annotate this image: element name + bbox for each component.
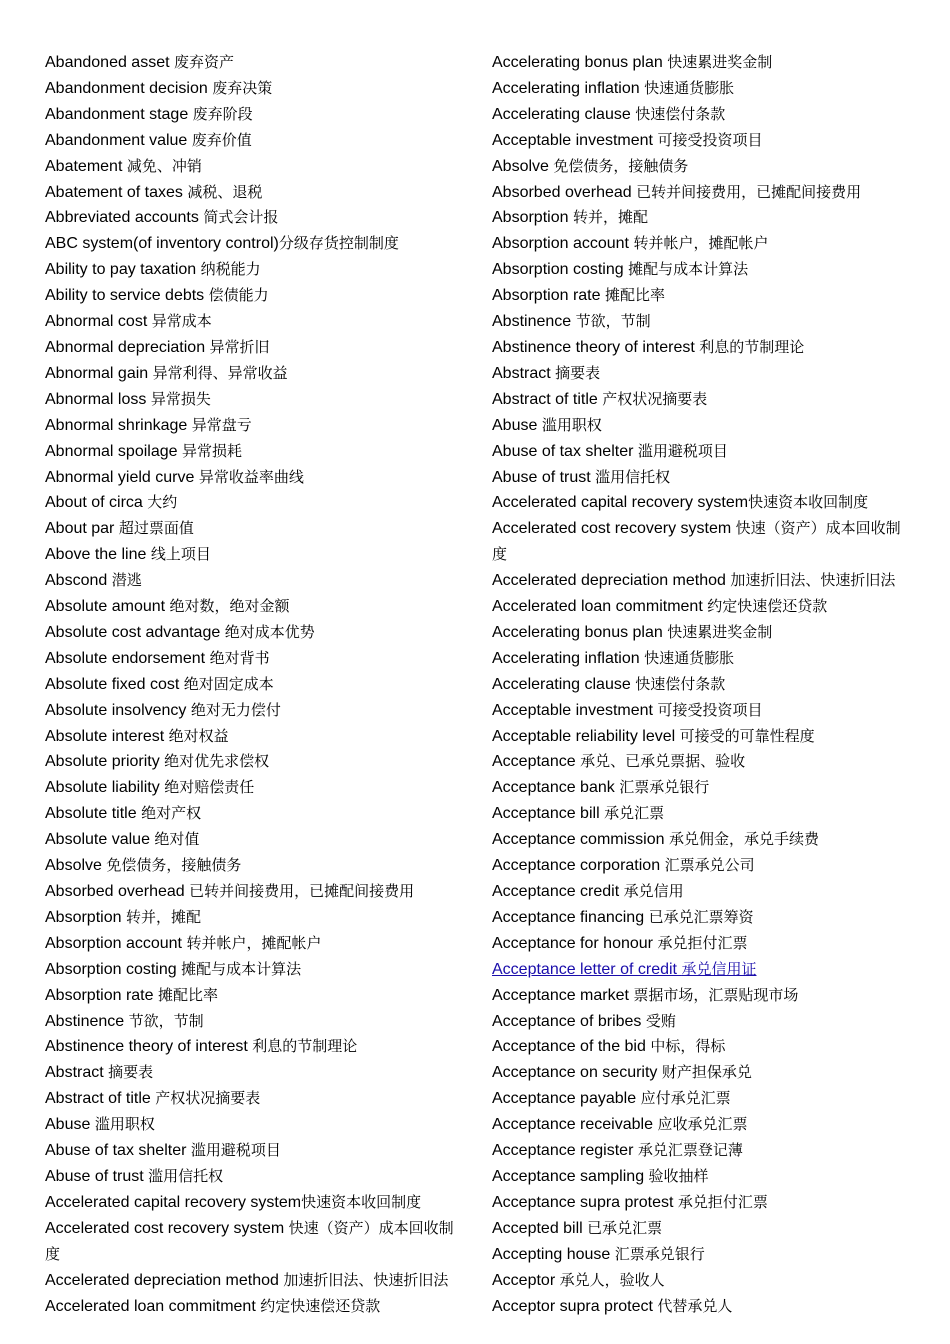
term-chinese: 已承兑汇票 xyxy=(587,1218,663,1237)
term-chinese: 绝对固定成本 xyxy=(183,674,274,693)
term-english: Ability to pay taxation xyxy=(45,261,197,279)
glossary-entry xyxy=(492,1242,908,1268)
glossary-entry xyxy=(492,1112,908,1138)
term-chinese: 线上项目 xyxy=(150,545,211,564)
term-chinese: 摊配与成本计算法 xyxy=(628,260,749,279)
term-chinese: 滥用信托权 xyxy=(148,1166,224,1185)
term-english: ABC system(of inventory control) xyxy=(45,235,279,253)
term-chinese: 加速折旧法、快速折旧法 xyxy=(283,1270,449,1289)
glossary-entry xyxy=(45,1216,465,1268)
glossary-entry xyxy=(45,1112,465,1138)
term-chinese: 受贿 xyxy=(645,1011,676,1030)
term-chinese: 承兑佣金，承兑手续费 xyxy=(668,830,819,849)
term-chinese: 快速（资产）成本回收制度 xyxy=(492,519,901,564)
glossary-entry xyxy=(45,413,465,439)
term-english: Accelerated cost recovery system xyxy=(45,1219,285,1237)
term-english: Absolute priority xyxy=(45,753,160,771)
term-chinese: 承兑汇票 xyxy=(604,804,665,823)
term-chinese: 偿债能力 xyxy=(208,286,269,305)
term-english: Acceptance corporation xyxy=(492,857,661,875)
term-chinese: 利息的节制理论 xyxy=(252,1037,358,1056)
glossary-entry xyxy=(492,646,908,672)
term-chinese: 承兑信用 xyxy=(623,882,684,900)
term-english: Accelerated depreciation method xyxy=(492,572,726,590)
glossary-entry xyxy=(492,102,908,128)
glossary-entry xyxy=(45,283,465,309)
glossary-entry xyxy=(45,957,465,983)
term-english: Accepted bill xyxy=(492,1219,583,1237)
glossary-entry xyxy=(45,698,465,724)
glossary-entry xyxy=(45,128,465,154)
glossary-entry xyxy=(45,154,465,180)
term-english: Acceptance bank xyxy=(492,779,615,797)
glossary-entry xyxy=(492,1216,908,1242)
term-chinese: 转并帐户，摊配帐户 xyxy=(633,234,769,253)
term-chinese: 滥用避税项目 xyxy=(190,1141,281,1160)
term-english: Abandonment value xyxy=(45,131,188,149)
term-chinese: 绝对背书 xyxy=(209,648,270,667)
term-english: Accelerating bonus plan xyxy=(492,54,663,71)
term-chinese: 快速（资产）成本回收制度 xyxy=(45,1218,454,1263)
term-chinese: 承兑人，验收人 xyxy=(559,1270,665,1289)
term-english: Absorption xyxy=(45,908,122,926)
term-english: Absolute interest xyxy=(45,727,165,745)
term-chinese: 异常折旧 xyxy=(209,337,270,356)
term-chinese: 滥用信托权 xyxy=(595,467,671,486)
term-english: Absolute endorsement xyxy=(45,649,206,667)
glossary-entry xyxy=(492,775,908,801)
term-chinese: 免偿债务，接触债务 xyxy=(106,856,242,875)
term-chinese: 快速累进奖金制 xyxy=(667,622,773,641)
term-chinese: 已转并间接费用，已摊配间接费用 xyxy=(636,182,862,201)
term-chinese: 快速偿付条款 xyxy=(635,104,726,123)
term-english: About of circa xyxy=(45,494,143,512)
term-english: Absorption costing xyxy=(492,261,624,279)
glossary-entry xyxy=(492,905,908,931)
term-english: Abatement of taxes xyxy=(45,183,183,201)
term-english: Accelerating clause xyxy=(492,675,631,693)
term-english: Acceptance market xyxy=(492,986,629,1004)
term-chinese: 超过票面值 xyxy=(118,519,194,538)
glossary-entry xyxy=(45,1268,465,1294)
term-english: Abnormal shrinkage xyxy=(45,416,188,434)
term-chinese: 摘要表 xyxy=(108,1063,154,1082)
glossary-entry xyxy=(45,1009,465,1035)
term-chinese: 摘要表 xyxy=(555,363,601,382)
glossary-entry xyxy=(492,205,908,231)
term-chinese: 节欲，节制 xyxy=(575,312,651,331)
term-english: Absorption rate xyxy=(45,986,154,1004)
term-english: Abnormal loss xyxy=(45,390,147,408)
term-english: Absolute cost advantage xyxy=(45,623,221,641)
glossary-entry xyxy=(492,1060,908,1086)
term-chinese: 快速累进奖金制 xyxy=(667,53,773,71)
glossary-entry xyxy=(45,542,465,568)
term-english: Accelerated depreciation method xyxy=(45,1271,279,1289)
term-chinese: 异常收益率曲线 xyxy=(198,467,304,486)
term-english: Accelerating clause xyxy=(492,105,631,123)
term-chinese: 减税、退税 xyxy=(187,182,263,201)
glossary-entry xyxy=(492,180,908,206)
term-chinese: 应收承兑汇票 xyxy=(657,1115,748,1134)
term-english: Absorption xyxy=(492,209,569,227)
term-chinese: 废弃阶段 xyxy=(192,104,253,123)
term-chinese: 废弃决策 xyxy=(212,78,273,97)
glossary-entry xyxy=(492,76,908,102)
term-chinese: 汇票承兑银行 xyxy=(619,778,710,797)
glossary-entry xyxy=(45,231,465,257)
glossary-entry xyxy=(492,1009,908,1035)
term-chinese: 加速折旧法、快速折旧法 xyxy=(730,571,896,590)
term-english: Accelerated cost recovery system xyxy=(492,520,732,538)
glossary-entry xyxy=(492,594,908,620)
term-chinese: 大约 xyxy=(147,493,178,512)
term-chinese: 潜逃 xyxy=(111,571,142,590)
term-english: Acceptance payable xyxy=(492,1090,637,1108)
term-chinese: 纳税能力 xyxy=(200,260,261,279)
term-english: Abandonment decision xyxy=(45,79,208,97)
term-chinese: 中标，得标 xyxy=(650,1037,726,1056)
term-chinese: 废弃资产 xyxy=(174,53,235,71)
term-chinese: 承兑信用证 xyxy=(681,959,757,978)
term-english: Acceptance xyxy=(492,753,576,771)
term-chinese: 已转并间接费用，已摊配间接费用 xyxy=(189,882,415,900)
glossary-entry xyxy=(492,853,908,879)
term-english: Abatement xyxy=(45,157,123,175)
glossary-entry xyxy=(492,698,908,724)
glossary-entry xyxy=(492,283,908,309)
term-chinese: 绝对优先求偿权 xyxy=(164,752,270,771)
term-chinese: 承兑、已承兑票据、验收 xyxy=(580,752,746,771)
term-english: Absorbed overhead xyxy=(492,183,632,201)
term-chinese: 摊配比率 xyxy=(157,985,218,1004)
glossary-entry xyxy=(45,102,465,128)
term-english: About par xyxy=(45,520,115,538)
glossary-entry xyxy=(492,309,908,335)
glossary-entry xyxy=(45,749,465,775)
glossary-entry xyxy=(45,1294,465,1320)
glossary-entry xyxy=(45,205,465,231)
glossary-entry xyxy=(492,827,908,853)
term-chinese: 绝对产权 xyxy=(141,804,202,823)
term-chinese: 绝对无力偿付 xyxy=(190,700,281,719)
glossary-entry xyxy=(45,1190,465,1216)
term-english: Accelerating bonus plan xyxy=(492,623,663,641)
glossary-entry xyxy=(492,1164,908,1190)
glossary-entry xyxy=(45,1034,465,1060)
glossary-entry xyxy=(492,1294,908,1320)
term-english: Abuse xyxy=(45,1116,91,1134)
glossary-entry xyxy=(492,50,908,76)
glossary-entry xyxy=(45,724,465,750)
glossary-entry xyxy=(45,853,465,879)
term-english: Abstinence xyxy=(492,313,572,331)
term-chinese: 约定快速偿还贷款 xyxy=(707,597,828,616)
term-chinese: 异常盘亏 xyxy=(191,415,252,434)
term-english: Abandonment stage xyxy=(45,105,189,123)
glossary-entry xyxy=(45,335,465,361)
glossary-entry xyxy=(45,905,465,931)
term-chinese: 验收抽样 xyxy=(648,1166,709,1185)
term-chinese: 约定快速偿还贷款 xyxy=(260,1296,381,1315)
term-chinese: 汇票承兑公司 xyxy=(664,856,755,875)
term-english: Acceptance supra protest xyxy=(492,1193,674,1211)
term-chinese: 转并帐户，摊配帐户 xyxy=(186,933,322,952)
term-english: Absorption account xyxy=(492,235,629,253)
term-chinese: 废弃价值 xyxy=(191,130,252,149)
term-english: Abnormal depreciation xyxy=(45,338,206,356)
term-chinese: 快速偿付条款 xyxy=(635,674,726,693)
glossary-entry-link[interactable] xyxy=(492,957,908,983)
term-chinese: 异常损耗 xyxy=(181,441,242,460)
term-english: Accelerated capital recovery system xyxy=(45,1193,302,1211)
term-english: Absorbed overhead xyxy=(45,883,185,900)
term-english: Abstinence theory of interest xyxy=(45,1038,248,1056)
term-english: Abnormal gain xyxy=(45,364,149,382)
term-english: Abstract xyxy=(45,1064,104,1082)
term-english: Absorption account xyxy=(45,934,182,952)
term-chinese: 汇票承兑银行 xyxy=(614,1244,705,1263)
term-english: Acceptance letter of credit xyxy=(492,960,677,978)
term-english: Abuse of tax shelter xyxy=(45,1142,187,1160)
term-chinese: 应付承兑汇票 xyxy=(640,1089,731,1108)
term-english: Accelerating inflation xyxy=(492,649,640,667)
glossary-entry xyxy=(492,413,908,439)
glossary-entry xyxy=(492,749,908,775)
term-chinese: 已承兑汇票筹资 xyxy=(648,907,754,926)
glossary-entry xyxy=(45,76,465,102)
glossary-entry xyxy=(45,490,465,516)
glossary-entry xyxy=(492,724,908,750)
glossary-entry xyxy=(492,1190,908,1216)
term-chinese: 绝对成本优势 xyxy=(224,622,315,641)
term-chinese: 利息的节制理论 xyxy=(699,337,805,356)
term-english: Accelerated loan commitment xyxy=(492,598,703,616)
term-chinese: 产权状况摘要表 xyxy=(155,1089,261,1108)
term-chinese: 异常利得、异常收益 xyxy=(152,363,288,382)
glossary-entry xyxy=(45,568,465,594)
term-english: Abstract xyxy=(492,364,551,382)
glossary-entry xyxy=(45,257,465,283)
term-english: Acceptable reliability level xyxy=(492,727,676,745)
term-chinese: 代替承兑人 xyxy=(657,1296,733,1315)
term-english: Acceptance on security xyxy=(492,1064,658,1082)
glossary-entry xyxy=(45,1060,465,1086)
glossary-entry xyxy=(492,568,908,594)
term-chinese: 节欲，节制 xyxy=(128,1011,204,1030)
term-chinese: 滥用避税项目 xyxy=(637,441,728,460)
glossary-entry xyxy=(45,465,465,491)
term-chinese: 承兑拒付汇票 xyxy=(657,933,748,952)
term-chinese: 摊配比率 xyxy=(604,286,665,305)
term-english: Acceptance register xyxy=(492,1142,634,1160)
term-chinese: 绝对数，绝对金额 xyxy=(169,597,290,616)
glossary-entry xyxy=(492,361,908,387)
term-english: Acceptance commission xyxy=(492,831,665,849)
term-chinese: 滥用职权 xyxy=(94,1115,155,1134)
term-english: Acceptance sampling xyxy=(492,1167,645,1185)
glossary-entry xyxy=(45,827,465,853)
term-english: Acceptable investment xyxy=(492,131,653,149)
right-column xyxy=(492,50,908,1319)
term-english: Abnormal yield curve xyxy=(45,468,195,486)
glossary-entry xyxy=(45,439,465,465)
term-chinese: 绝对赔偿责任 xyxy=(164,778,255,797)
term-english: Abbreviated accounts xyxy=(45,209,199,227)
term-chinese: 快速资本收回制度 xyxy=(301,1192,422,1211)
term-english: Acceptance for honour xyxy=(492,934,653,952)
term-chinese: 可接受投资项目 xyxy=(657,130,763,149)
glossary-entry xyxy=(45,50,465,76)
term-english: Acceptance bill xyxy=(492,805,600,823)
glossary-entry xyxy=(492,439,908,465)
term-english: Abscond xyxy=(45,572,108,590)
term-english: Absolute value xyxy=(45,831,150,849)
glossary-entry xyxy=(492,931,908,957)
glossary-entry xyxy=(45,1138,465,1164)
glossary-entry xyxy=(492,154,908,180)
term-english: Abstinence xyxy=(45,1012,125,1030)
glossary-entry xyxy=(492,801,908,827)
glossary-entry xyxy=(492,465,908,491)
term-chinese: 转并，摊配 xyxy=(572,208,648,227)
glossary-entry xyxy=(45,1164,465,1190)
glossary-entry xyxy=(45,180,465,206)
term-english: Abuse xyxy=(492,416,538,434)
glossary-entry xyxy=(492,1138,908,1164)
term-chinese: 绝对权益 xyxy=(168,726,229,745)
term-english: Acceptable investment xyxy=(492,701,653,719)
glossary-entry xyxy=(45,1086,465,1112)
term-chinese: 摊配与成本计算法 xyxy=(181,959,302,978)
glossary-entry xyxy=(45,646,465,672)
glossary-entry xyxy=(492,620,908,646)
term-english: Absolve xyxy=(492,157,549,175)
term-chinese: 异常损失 xyxy=(150,389,211,408)
glossary-entry xyxy=(45,620,465,646)
glossary-entry xyxy=(492,1268,908,1294)
glossary-entry xyxy=(45,594,465,620)
term-english: Ability to service debts xyxy=(45,287,205,305)
glossary-entry xyxy=(492,128,908,154)
term-english: Absolute liability xyxy=(45,779,160,797)
term-english: Absolute fixed cost xyxy=(45,675,180,693)
glossary-entry xyxy=(45,931,465,957)
term-english: Abnormal spoilage xyxy=(45,442,178,460)
glossary-entry xyxy=(492,387,908,413)
glossary-entry xyxy=(45,879,465,905)
term-chinese: 可接受投资项目 xyxy=(657,700,763,719)
term-chinese: 承兑汇票登记薄 xyxy=(637,1141,743,1160)
term-chinese: 分级存货控制制度 xyxy=(278,234,399,253)
term-english: Abuse of trust xyxy=(45,1167,144,1185)
term-chinese: 绝对值 xyxy=(154,830,200,849)
term-chinese: 产权状况摘要表 xyxy=(602,389,708,408)
term-english: Absolute title xyxy=(45,805,137,823)
term-english: Absorption costing xyxy=(45,960,177,978)
term-chinese: 转并，摊配 xyxy=(125,907,201,926)
term-english: Accepting house xyxy=(492,1245,611,1263)
term-chinese: 滥用职权 xyxy=(541,415,602,434)
term-english: Accelerating inflation xyxy=(492,79,640,97)
term-chinese: 简式会计报 xyxy=(203,208,279,227)
term-chinese: 票据市场，汇票贴现市场 xyxy=(633,985,799,1004)
glossary-entry xyxy=(45,775,465,801)
glossary-entry xyxy=(45,801,465,827)
left-column xyxy=(45,50,465,1319)
term-chinese: 异常成本 xyxy=(151,312,212,331)
term-english: Acceptor supra protect xyxy=(492,1297,653,1315)
term-english: Absorption rate xyxy=(492,287,601,305)
term-english: Abstinence theory of interest xyxy=(492,338,695,356)
term-english: Abuse of trust xyxy=(492,468,591,486)
glossary-entry xyxy=(45,361,465,387)
term-chinese: 承兑拒付汇票 xyxy=(677,1192,768,1211)
glossary-entry xyxy=(45,387,465,413)
term-english: Acceptance of bribes xyxy=(492,1012,642,1030)
term-chinese: 快速资本收回制度 xyxy=(748,493,869,512)
term-english: Abnormal cost xyxy=(45,313,148,331)
term-english: Absolute insolvency xyxy=(45,701,187,719)
glossary-entry xyxy=(492,1086,908,1112)
term-english: Above the line xyxy=(45,546,147,564)
term-english: Acceptance of the bid xyxy=(492,1038,646,1056)
term-chinese: 减免、冲销 xyxy=(126,156,202,175)
term-chinese: 免偿债务，接触债务 xyxy=(553,156,689,175)
term-chinese: 财产担保承兑 xyxy=(661,1063,752,1082)
glossary-entry xyxy=(492,490,908,516)
term-english: Acceptance credit xyxy=(492,883,620,900)
term-english: Abandoned asset xyxy=(45,54,170,71)
glossary-entry xyxy=(492,983,908,1009)
glossary-entry xyxy=(492,672,908,698)
term-english: Absolute amount xyxy=(45,598,166,616)
term-chinese: 可接受的可靠性程度 xyxy=(679,726,815,745)
term-english: Acceptance financing xyxy=(492,908,645,926)
term-english: Abuse of tax shelter xyxy=(492,442,634,460)
glossary-entry xyxy=(45,309,465,335)
term-english: Accelerated loan commitment xyxy=(45,1297,256,1315)
term-chinese: 快速通货膨胀 xyxy=(644,78,735,97)
glossary-entry xyxy=(492,879,908,905)
glossary-entry xyxy=(492,231,908,257)
glossary-entry xyxy=(492,516,908,568)
term-english: Acceptance receivable xyxy=(492,1116,653,1134)
glossary-entry xyxy=(492,257,908,283)
term-english: Accelerated capital recovery system xyxy=(492,494,749,512)
term-english: Acceptor xyxy=(492,1271,556,1289)
term-english: Abstract of title xyxy=(45,1090,151,1108)
term-english: Absolve xyxy=(45,857,102,875)
glossary-entry xyxy=(45,516,465,542)
term-english: Abstract of title xyxy=(492,390,598,408)
term-chinese: 快速通货膨胀 xyxy=(644,648,735,667)
glossary-entry xyxy=(45,983,465,1009)
glossary-entry xyxy=(492,335,908,361)
glossary-entry xyxy=(45,672,465,698)
glossary-entry xyxy=(492,1034,908,1060)
